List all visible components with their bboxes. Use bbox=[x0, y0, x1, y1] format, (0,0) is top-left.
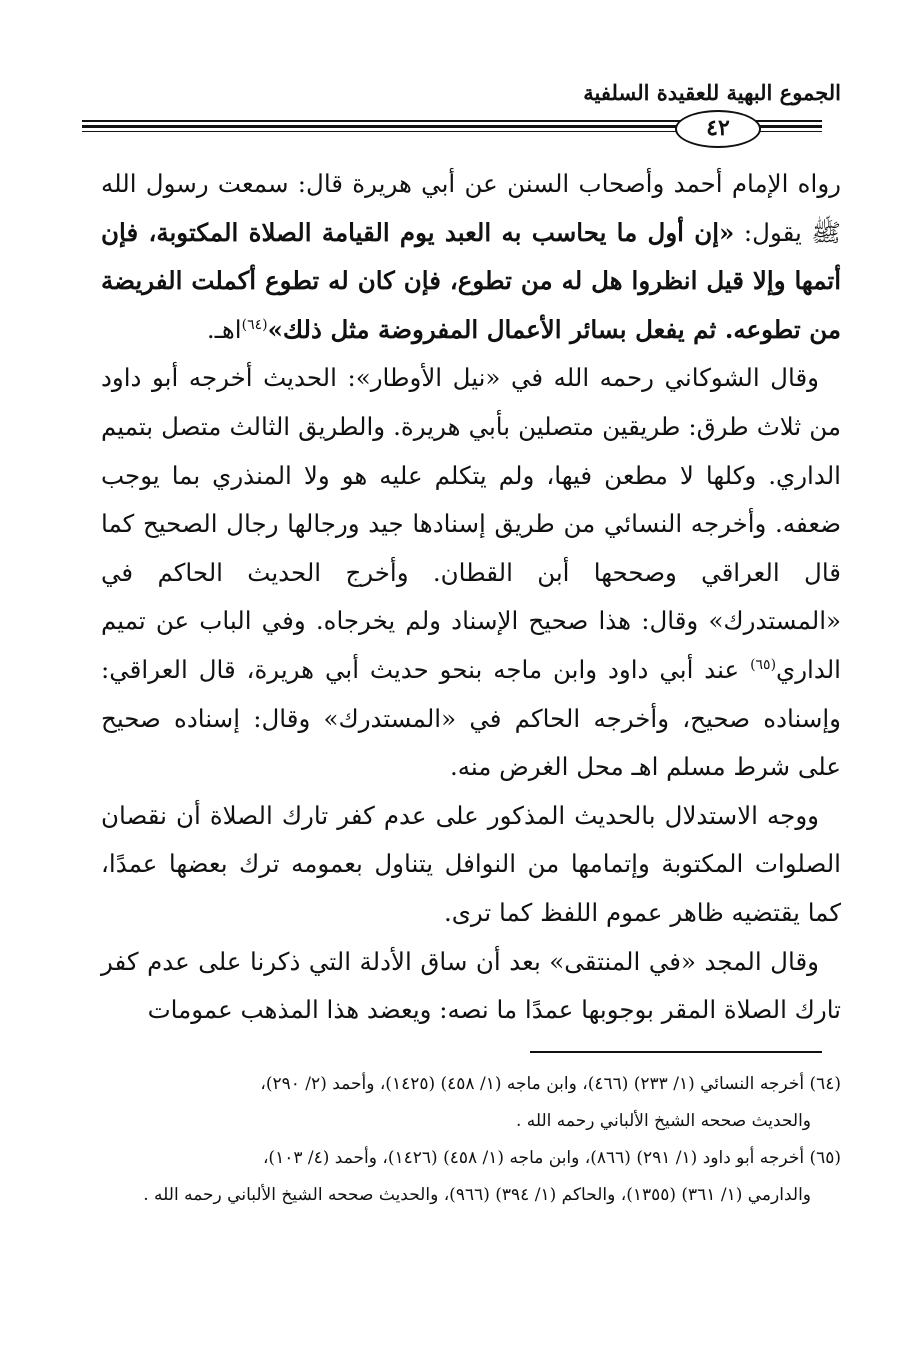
footnote-64-continued: والحديث صححه الشيخ الألباني رحمه الله . bbox=[515, 1111, 811, 1131]
paragraph-2 bbox=[101, 354, 841, 791]
footnote-65-continued: والدارمي (١/ ٣٦١) (١٣٥٥)، والحاكم (١/ ٣٩٤) (٩٦٦)، والحديث صححه الشيخ الألباني رحمه الله . bbox=[143, 1185, 811, 1205]
paragraph-1 bbox=[101, 160, 841, 354]
footnote-64-line: (٦٤) أخرجه النسائي (١/ ٢٣٣) (٤٦٦)، وابن ماجه (١/ ٤٥٨) (١٤٢٥)، وأحمد (٢/ ٢٩٠)، bbox=[260, 1074, 841, 1094]
footnote-65 bbox=[101, 1140, 841, 1214]
paragraph-4: وقال المجد «في المنتقى» بعد أن ساق الأدلة التي ذكرنا على عدم كفر تارك الصلاة المقر بوجوبها عمدًا ما نصه: ويعضد هذا المذهب عمومات bbox=[101, 946, 841, 1025]
footnote-64 bbox=[101, 1066, 841, 1140]
paragraph-2-start: وقال الشوكاني رحمه الله في «نيل الأوطار»: الحديث أخرجه أبو داود من ثلاث طرق: طريقين متصلين بأبي هريرة. والطريق الثالث متصل بتميم الداري. وكلها لا مطعن فيها، ولم يتكلم عليه هو ولا المنذري بما يوجب ضعفه. وأخرجه النسائي من طريق إسنادها جيد ورجالها رجال الصحيح كما قال العراقي وصححها أبن القطان. وأخرج الحديث الحاكم في «المستدرك» وقال: هذا صحيح الإسناد ولم يخرجاه. وفي الباب عن تميم الداري bbox=[101, 363, 841, 684]
footnote-separator bbox=[530, 1051, 822, 1053]
paragraph-1-end: اهـ. bbox=[206, 314, 242, 344]
footnote-65-line: (٦٥) أخرجه أبو داود (١/ ٢٩١) (٨٦٦)، وابن ماجه (١/ ٤٥٨) (١٤٢٦)، وأحمد (٤/ ١٠٣)، bbox=[262, 1148, 841, 1168]
running-title: الجموع البهية للعقيدة السلفية bbox=[583, 80, 841, 105]
footnotes bbox=[101, 1066, 841, 1214]
paragraph-2-end: عند أبي داود وابن ماجه بنحو حديث أبي هريرة، قال العراقي: وإسناده صحيح، وأخرجه الحاكم في «المستدرك» وقال: إسناده صحيح على شرط مسلم اهـ محل الغرض منه. bbox=[101, 654, 841, 782]
footnote-ref-64[interactable]: (٦٤) bbox=[241, 316, 268, 333]
paragraph-3: ووجه الاستدلال بالحديث المذكور على عدم كفر تارك الصلاة أن نقصان الصلوات المكتوبة وإتمامها من النوافل يتناول بعمومه ترك بعضها عمدًا، كما يقتضيه ظاهر عموم اللفظ كما ترى. bbox=[101, 800, 841, 927]
footnote-ref-65[interactable]: (٦٥) bbox=[750, 656, 777, 673]
page-number: ٤٢ bbox=[675, 110, 761, 148]
hadith-quote: «إن أول ما يحاسب به العبد يوم القيامة الصلاة المكتوبة، فإن أتمها وإلا قيل انظروا هل له من تطوع، فإن كان له تطوع أكملت الفريضة من تطوعه. ثم يفعل بسائر الأعمال المفروضة مثل ذلك» bbox=[101, 217, 841, 344]
body-text bbox=[101, 160, 841, 1035]
paragraph-1-intro: رواه الإمام أحمد وأصحاب السنن عن أبي هريرة قال: سمعت رسول الله ﷺ يقول: bbox=[101, 169, 841, 247]
